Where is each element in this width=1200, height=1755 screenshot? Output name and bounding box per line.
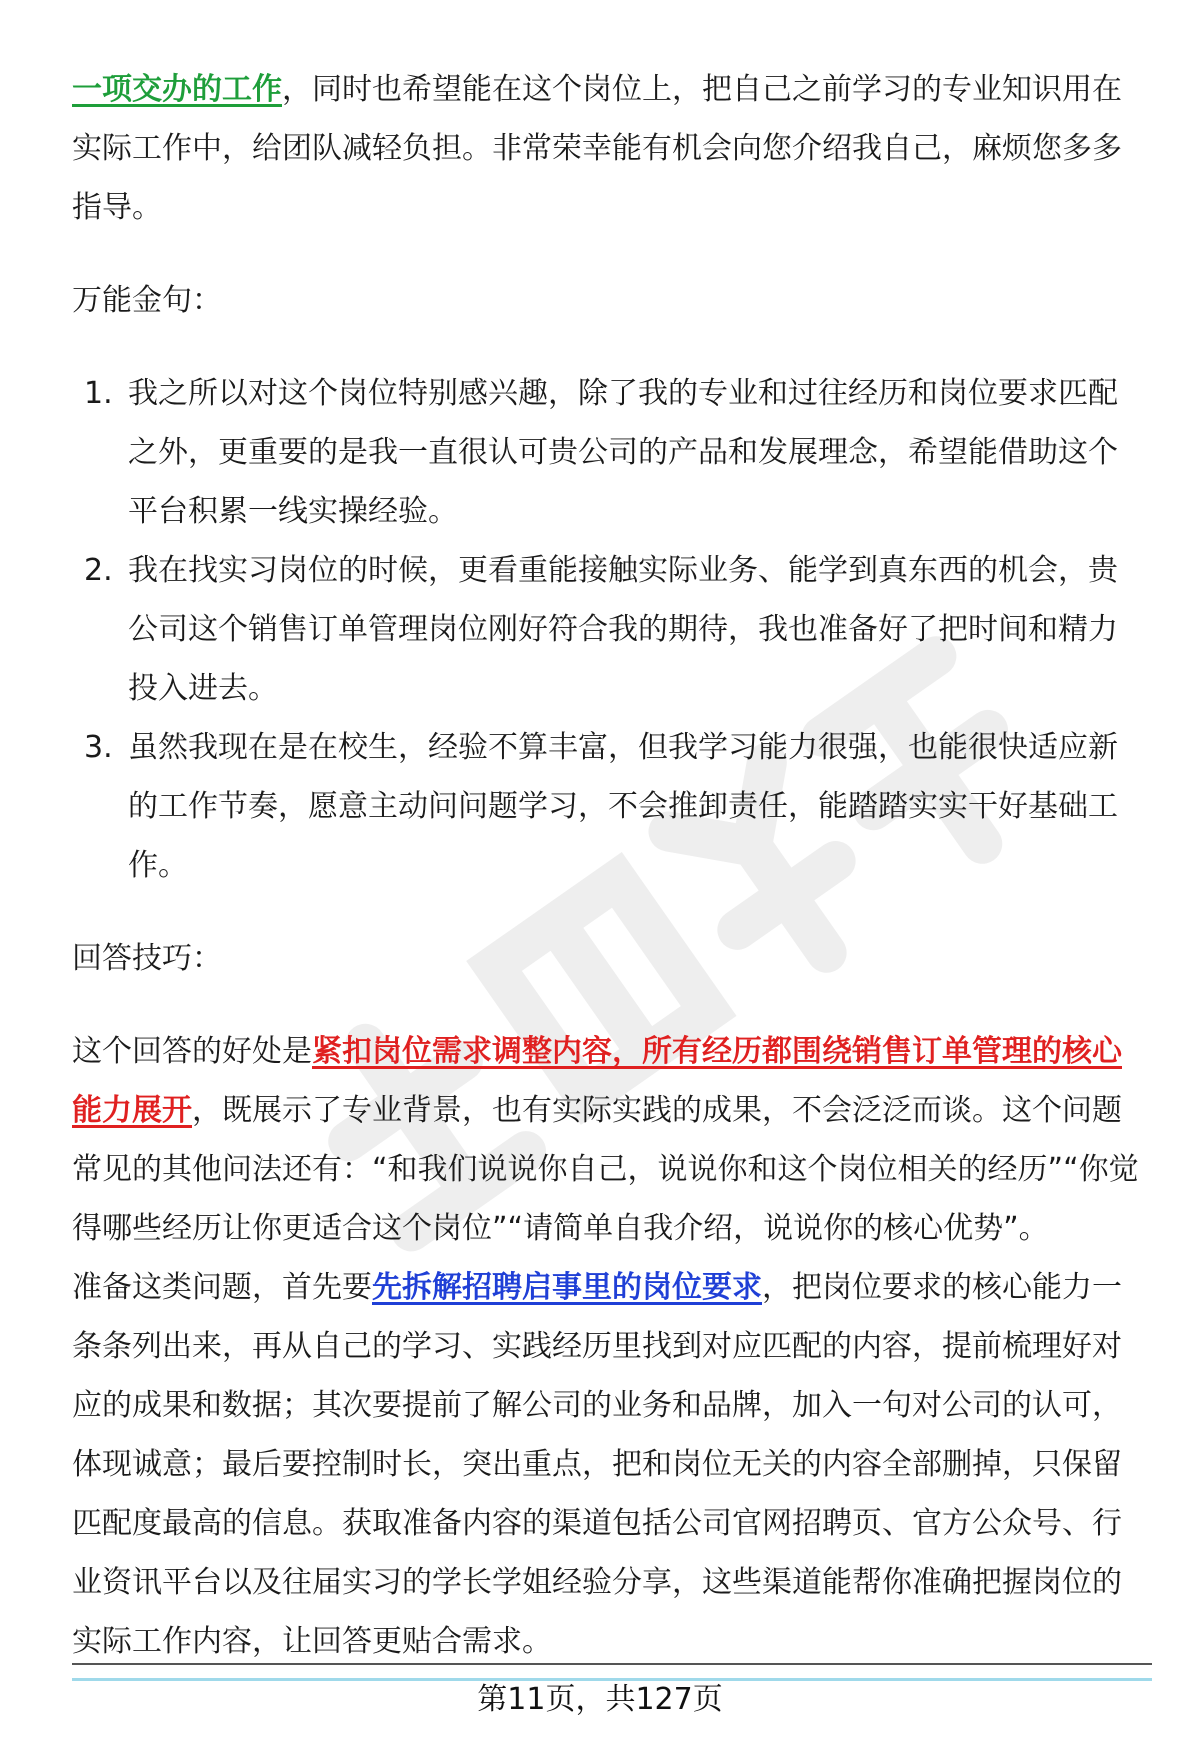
list-text: 我之所以对这个岗位特别感兴趣，除了我的专业和过往经历和岗位要求匹配之外，更重要的是我一直很认可贵公司的产品和发展理念，希望能借助这个平台积累一线实操经验。 <box>128 376 1118 529</box>
footer-divider <box>72 1663 1152 1665</box>
tips-p1-before: 这个回答的好处是 <box>72 1034 312 1069</box>
document-body <box>72 60 1142 1671</box>
list-number: 3. <box>84 730 113 765</box>
list-item <box>72 541 1142 718</box>
tips-p2-after: ，把岗位要求的核心能力一条条列出来，再从自己的学习、实践经历里找到对应匹配的内容，提前梳理好对应的成果和数据；其次要提前了解公司的业务和品牌，加入一句对公司的认可，体现诚意；最后要控制时长，突出重点，把和岗位无关的内容全部删掉，只保留匹配度最高的信息。获取准备内容的渠道包括公司官网招聘页、官方公众号、行业资讯平台以及往届实习的学长学姐经验分享，这些渠道能帮你准确把握岗位的实际工作内容，让回答更贴合需求。 <box>72 1270 1122 1659</box>
list-item <box>72 718 1142 895</box>
list-number: 2. <box>84 553 113 588</box>
list-text: 虽然我现在是在校生，经验不算丰富，但我学习能力很强，也能很快适应新的工作节奏，愿意主动问问题学习，不会推卸责任，能踏踏实实干好基础工作。 <box>128 730 1118 883</box>
tips-p1-highlight: 紧扣岗位需求调整内容，所有经历都围绕销售订单管理的核心能力展开 <box>72 1034 1122 1128</box>
tips-paragraph-2 <box>72 1258 1142 1671</box>
intro-text: ，同时也希望能在这个岗位上，把自己之前学习的专业知识用在实际工作中，给团队减轻负担。非常荣幸能有机会向您介绍我自己，麻烦您多多指导。 <box>72 72 1122 225</box>
tips-heading: 回答技巧： <box>72 941 222 976</box>
tips-paragraph-1 <box>72 1022 1142 1258</box>
page-number: 第11页，共127页 <box>477 1682 723 1717</box>
tips-p2-before: 准备这类问题，首先要 <box>72 1270 372 1305</box>
list-item <box>72 364 1142 541</box>
intro-paragraph <box>72 60 1142 237</box>
golden-heading: 万能金句： <box>72 283 222 318</box>
tips-p2-highlight: 先拆解招聘启事里的岗位要求 <box>372 1270 762 1305</box>
tips-p1-after: ，既展示了专业背景，也有实际实践的成果，不会泛泛而谈。这个问题常见的其他问法还有：“和我们说说你自己，说说你和这个岗位相关的经历”“你觉得哪些经历让你更适合这个岗位”“请简单自我介绍，说说你的核心优势”。 <box>72 1093 1139 1246</box>
list-text: 我在找实习岗位的时候，更看重能接触实际业务、能学到真东西的机会，贵公司这个销售订单管理岗位刚好符合我的期待，我也准备好了把时间和精力投入进去。 <box>128 553 1118 706</box>
intro-highlight: 一项交办的工作 <box>72 72 282 107</box>
golden-list <box>72 364 1142 895</box>
list-number: 1. <box>84 376 113 411</box>
